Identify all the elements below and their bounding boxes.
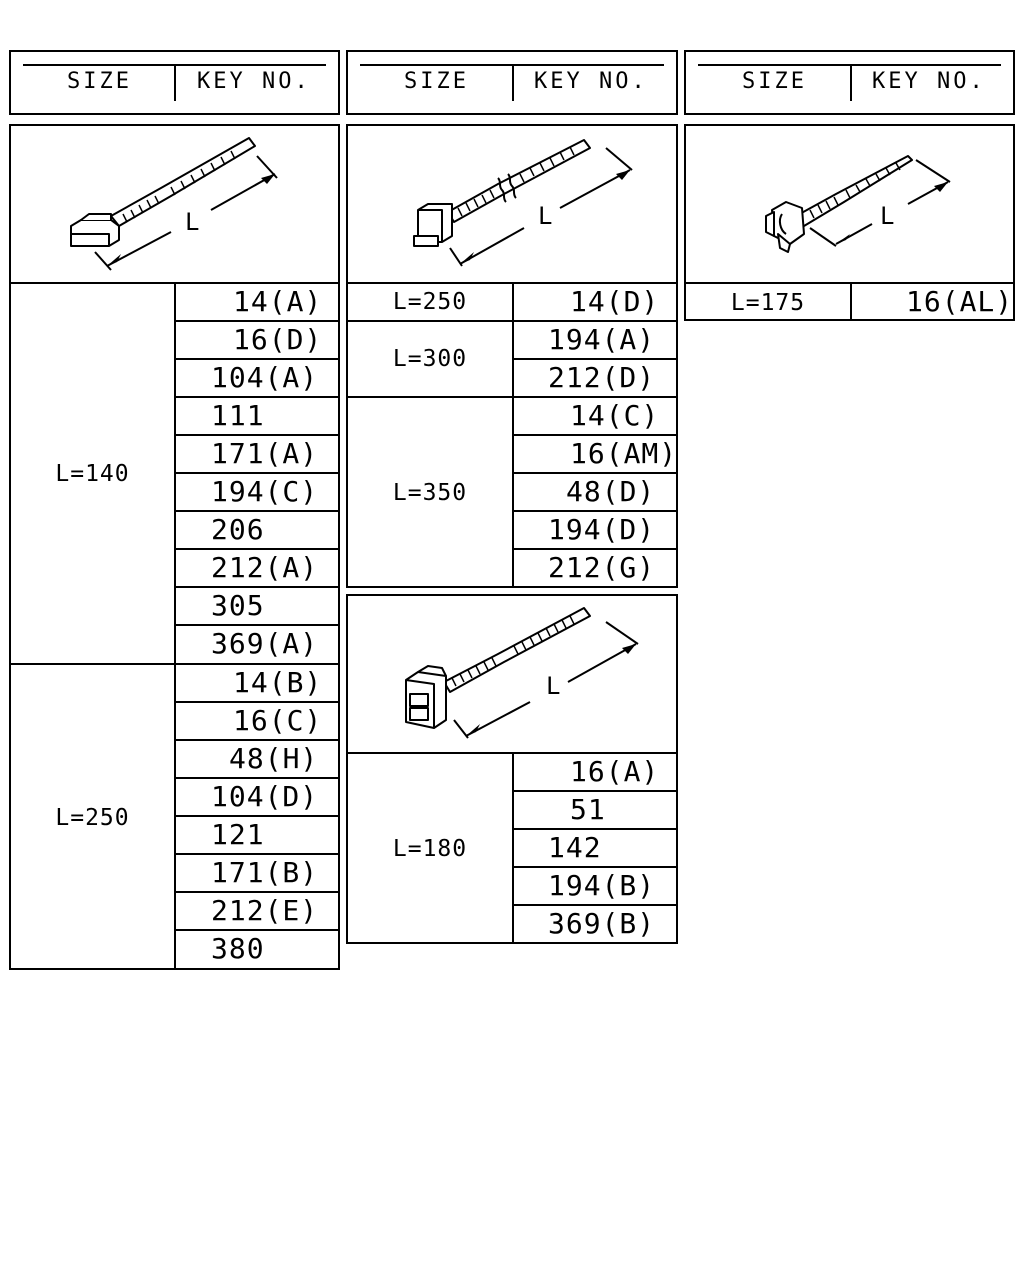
key-cell: 16(AL) — [906, 285, 1014, 318]
key-cell: 194(A) — [548, 323, 656, 356]
key-cell: 194(B) — [548, 869, 656, 902]
key-cell: 14(B) — [233, 666, 323, 699]
key-cell: 171(B) — [211, 856, 319, 889]
header-col1 — [9, 50, 340, 115]
header-divider — [174, 66, 176, 101]
col-divider — [850, 282, 852, 319]
key-cell: 16(A) — [570, 755, 660, 788]
header-divider — [850, 66, 852, 101]
key-cell: 111 — [211, 399, 265, 432]
size-cell: L=300 — [392, 346, 468, 372]
key-cell: 194(D) — [548, 513, 656, 546]
size-cell: L=250 — [55, 804, 130, 831]
double-lock-tie-illustration — [348, 596, 676, 752]
key-cell: 194(C) — [211, 475, 319, 508]
key-cell: 171(A) — [211, 437, 319, 470]
size-cell: L=140 — [55, 460, 130, 487]
key-cell: 369(B) — [548, 907, 656, 940]
key-cell: 16(C) — [233, 704, 323, 737]
dimension-label: L — [185, 208, 200, 236]
push-mount-tie-illustration — [686, 126, 1013, 282]
key-cell: 380 — [211, 932, 265, 965]
edge-clip-tie-illustration — [348, 126, 676, 282]
col-divider — [512, 752, 514, 942]
key-cell: 51 — [570, 793, 606, 826]
table-edge-clip-tie — [346, 124, 678, 588]
key-cell: 142 — [548, 831, 602, 864]
header-key: KEY NO. — [197, 69, 311, 94]
key-cell: 369(A) — [211, 627, 319, 660]
header-divider — [512, 66, 514, 101]
table-push-mount-tie — [684, 124, 1015, 321]
key-cell: 16(D) — [233, 323, 323, 356]
header-size: SIZE — [67, 69, 132, 94]
key-cell: 212(A) — [211, 551, 319, 584]
key-cell: 48(H) — [229, 742, 319, 775]
key-cell: 48(D) — [566, 475, 656, 508]
size-cell: L=250 — [392, 289, 468, 315]
dimension-label: L — [880, 202, 895, 230]
size-cell: L=180 — [392, 836, 468, 862]
key-cell: 14(D) — [570, 285, 660, 318]
releasable-tie-illustration — [11, 126, 338, 282]
key-cell: 206 — [211, 513, 265, 546]
size-cell: L=175 — [730, 289, 806, 316]
header-size: SIZE — [742, 69, 807, 94]
header-key: KEY NO. — [534, 69, 648, 94]
key-cell: 121 — [211, 818, 265, 851]
key-cell: 305 — [211, 589, 265, 622]
key-cell: 104(A) — [211, 361, 319, 394]
key-cell: 16(AM) — [570, 437, 678, 470]
dimension-label: L — [546, 672, 561, 700]
table-double-lock-tie — [346, 594, 678, 944]
size-cell: L=350 — [392, 480, 468, 506]
table-releasable-tie — [9, 124, 340, 970]
header-col2 — [346, 50, 678, 115]
key-cell: 212(G) — [548, 551, 656, 584]
key-cell: 212(E) — [211, 894, 319, 927]
header-key: KEY NO. — [872, 69, 986, 94]
key-cell: 104(D) — [211, 780, 319, 813]
key-cell: 14(C) — [570, 399, 660, 432]
dimension-label: L — [538, 202, 553, 230]
key-cell: 14(A) — [233, 285, 323, 318]
header-size: SIZE — [404, 69, 469, 94]
key-cell: 212(D) — [548, 361, 656, 394]
header-col3 — [684, 50, 1015, 115]
